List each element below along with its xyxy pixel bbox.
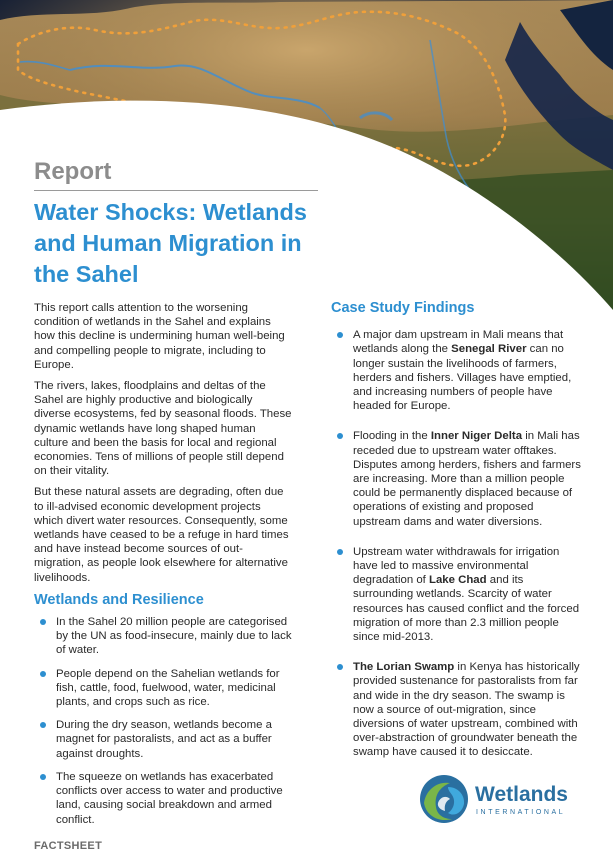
text-segment: in Mali has receded due to upstream water offtakes. Disputes among herders, fishers and farmers are increasing. More than a million people could be permanently displaced because of operations of existing and proposed upstream dams and water diversions. — [353, 430, 581, 528]
text-segment: The rivers, lakes, floodplains and deltas of the Sahel are highly productive and biologically diverse ecosystems, fed by seasonal floods. These dynamic wetlands have long shaped human culture and been the basis for local and regional economies. Tens of millions of people still depend on their vitality. — [34, 380, 292, 478]
wetlands-international-logo — [418, 773, 588, 829]
resilience-heading: Wetlands and Resilience — [34, 591, 204, 608]
intro-paragraph — [34, 379, 292, 478]
page-title: Water Shocks: Wetlands and Human Migration in the Sahel — [34, 199, 307, 287]
footer-label: FACTSHEET — [34, 840, 103, 852]
report-label: Report — [34, 158, 112, 185]
intro-paragraph — [34, 485, 292, 584]
bold-term: Inner Niger Delta — [430, 430, 523, 443]
text-segment: People depend on the Sahelian wetlands for fish, cattle, food, fuelwood, water, medicinal plants, and crops such as rice. — [56, 667, 280, 709]
list-item — [331, 545, 581, 644]
bold-term: The Lorian Swamp — [353, 661, 455, 674]
text-segment: A major dam upstream in Mali means that wetlands along the — [353, 329, 564, 356]
logo-wordmark: Wetlands — [475, 783, 568, 806]
text-segment: The squeeze on wetlands has exacerbated conflicts over access to water and productive land, causing social breakdown and armed conflict. — [56, 770, 283, 826]
list-item — [331, 660, 581, 759]
text-segment: Flooding in the — [353, 430, 431, 443]
list-item — [34, 770, 292, 827]
text-segment: In the Sahel 20 million people are categorised by the UN as food-insecure, mainly due to lack of water. — [56, 616, 292, 657]
findings-list — [331, 328, 581, 759]
text-segment: This report calls attention to the worsening condition of wetlands in the Sahel and explains how this decline is undermining human well-being and compelling people to migrate, including to Europe. — [34, 302, 285, 371]
text-segment: During the dry season, wetlands become a magnet for pastoralists, and act as a buffer against droughts. — [56, 719, 272, 760]
text-segment: can no longer sustain the livelihoods of farmers, herders and fishers. Villages have emptied, and increasing numbers of people have headed for Europe. — [353, 343, 572, 413]
right-column — [331, 301, 581, 776]
resilience-list — [34, 615, 292, 827]
text-segment: in Kenya has historically provided sustenance for pastoralists from far and wide in the dry season. The swamp is now a source of out-migration, since diversions of water upstream, combined with over-abstraction of groundwater beneath the swamp have caused it to desiccate. — [353, 661, 580, 759]
intro-paragraph — [34, 301, 292, 372]
wetlands-logo-icon — [418, 773, 470, 825]
left-column — [34, 301, 292, 836]
logo-subtitle: INTERNATIONAL — [476, 809, 566, 816]
list-item — [331, 328, 581, 413]
intro-text — [34, 301, 292, 585]
text-segment: But these natural assets are degrading, often due to ill-advised economic development projects which divert water resources. Consequently, some wetlands have ceased to be a refuge in hard times and have instead become sources of out-migration, as people look elsewhere for alternative livelihoods. — [34, 486, 289, 584]
bold-term: Lake Chad — [429, 574, 487, 587]
title-divider — [34, 190, 318, 191]
list-item — [34, 615, 292, 658]
text-segment: and its surrounding wetlands. Scarcity of water resources has caused conflict and the forced migration of more than 2.3 million people since mid-2013. — [353, 574, 580, 644]
text-segment: Upstream water withdrawals for irrigation have led to massive environmental degradation of — [353, 545, 560, 587]
findings-heading: Case Study Findings — [331, 300, 475, 316]
list-item — [331, 429, 581, 528]
list-item — [34, 667, 292, 710]
bold-term: Senegal River — [451, 343, 527, 356]
list-item — [34, 718, 292, 761]
